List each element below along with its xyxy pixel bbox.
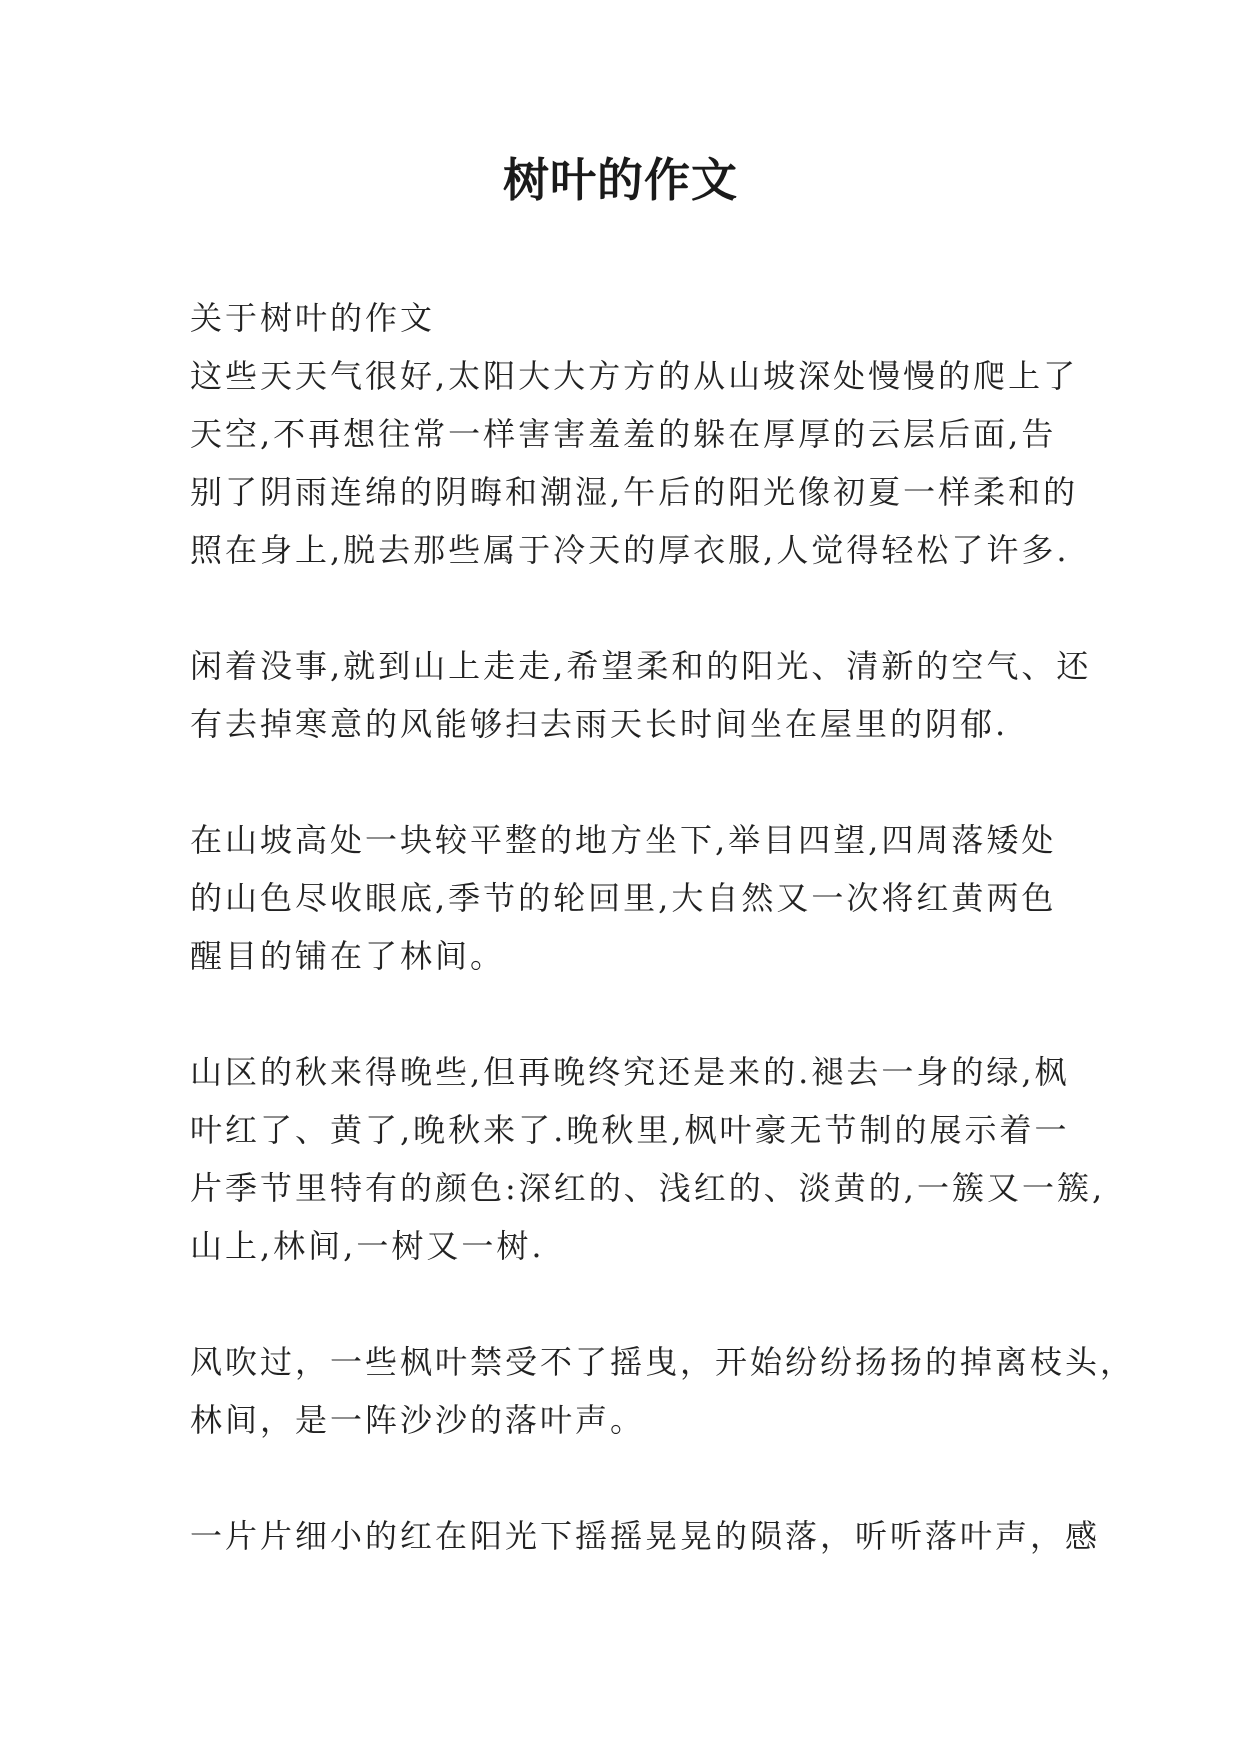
paragraph-2-line-1: 闲着没事,就到山上走走,希望柔和的阳光、清新的空气、还	[190, 647, 1092, 685]
paragraph-6-line-1: 一片片细小的红在阳光下摇摇晃晃的陨落，听听落叶声，感	[190, 1517, 1101, 1555]
paragraph-5-line-2: 林间，是一阵沙沙的落叶声。	[190, 1401, 646, 1439]
paragraph-1-line-2: 天空,不再想往常一样害害羞羞的躲在厚厚的云层后面,告	[190, 415, 1057, 453]
paragraph-4-line-3: 片季节里特有的颜色:深红的、浅红的、淡黄的,一簇又一簇,	[190, 1169, 1106, 1207]
paragraph-4-line-2: 叶红了、黄了,晚秋来了.晚秋里,枫叶豪无节制的展示着一	[190, 1111, 1070, 1149]
paragraph-1-line-4: 照在身上,脱去那些属于冷天的厚衣服,人觉得轻松了许多.	[190, 531, 1070, 569]
paragraph-4-line-1: 山区的秋来得晚些,但再晚终究还是来的.褪去一身的绿,枫	[190, 1053, 1070, 1091]
paragraph-2-line-2: 有去掉寒意的风能够扫去雨天长时间坐在屋里的阴郁.	[190, 705, 1009, 743]
paragraph-1-line-1: 这些天天气很好,太阳大大方方的从山坡深处慢慢的爬上了	[190, 357, 1079, 395]
paragraph-1-line-3: 别了阴雨连绵的阴晦和潮湿,午后的阳光像初夏一样柔和的	[190, 473, 1079, 511]
paragraph-4-line-4: 山上,林间,一树又一树.	[190, 1227, 545, 1265]
subtitle-line: 关于树叶的作文	[190, 299, 436, 337]
paragraph-3-line-1: 在山坡高处一块较平整的地方坐下,举目四望,四周落矮处	[190, 821, 1057, 859]
paragraph-3-line-2: 的山色尽收眼底,季节的轮回里,大自然又一次将红黄两色	[190, 879, 1057, 917]
document-title: 树叶的作文	[503, 153, 738, 207]
paragraph-5-line-1: 风吹过，一些枫叶禁受不了摇曳，开始纷纷扬扬的掉离枝头，	[190, 1343, 1136, 1381]
paragraph-3-line-3: 醒目的铺在了林间。	[190, 937, 506, 975]
